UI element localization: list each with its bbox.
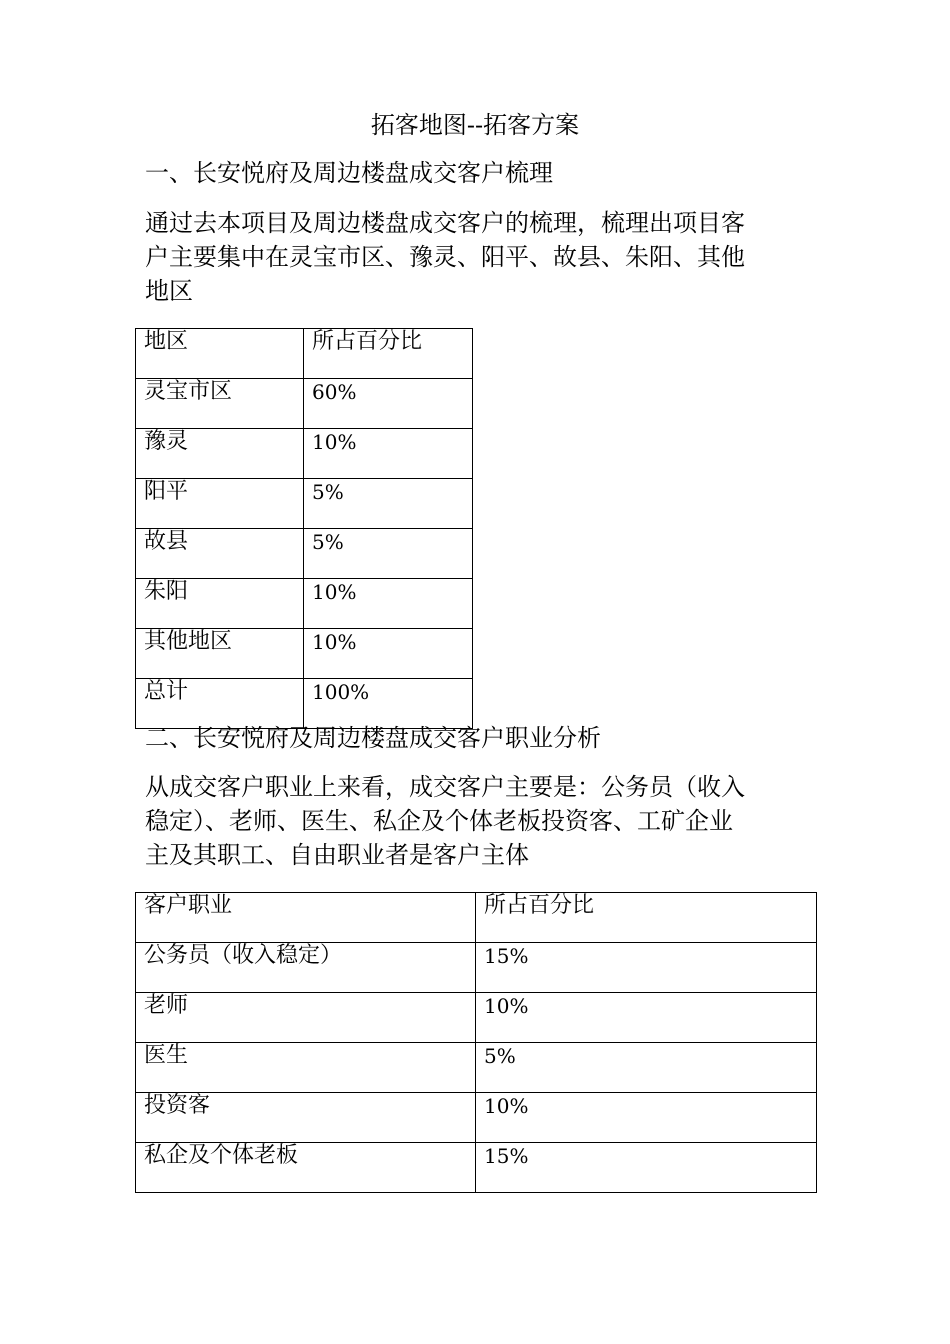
paragraph-line: 从成交客户职业上来看，成交客户主要是：公务员（收入 <box>145 773 745 801</box>
table-row <box>136 579 473 629</box>
table-cell-occupation: 医生 <box>136 1043 476 1093</box>
table-cell-occupation: 老师 <box>136 993 476 1043</box>
section-2-heading: 二、长安悦府及周边楼盘成交客户职业分析 <box>145 724 601 752</box>
table-row <box>136 379 473 429</box>
table-cell-region: 朱阳 <box>136 579 304 629</box>
table-cell-region: 总计 <box>136 679 304 729</box>
table-cell-percent: 15% <box>476 943 817 993</box>
table-cell-percent: 5% <box>304 529 473 579</box>
paragraph-line: 稳定）、老师、医生、私企及个体老板投资客、工矿企业 <box>145 807 733 835</box>
table-row <box>136 429 473 479</box>
table-cell-region: 阳平 <box>136 479 304 529</box>
table-cell-region: 灵宝市区 <box>136 379 304 429</box>
table-cell-percent: 10% <box>304 629 473 679</box>
document-title: 拓客地图--拓客方案 <box>370 111 580 139</box>
table-header-cell: 客户职业 <box>136 893 476 943</box>
table-cell-region: 豫灵 <box>136 429 304 479</box>
table-cell-percent: 60% <box>304 379 473 429</box>
table-row <box>136 529 473 579</box>
paragraph-line: 地区 <box>145 277 193 305</box>
table-row <box>136 943 817 993</box>
table-cell-percent: 10% <box>476 993 817 1043</box>
region-percentage-table <box>135 328 473 729</box>
table-cell-percent: 5% <box>476 1043 817 1093</box>
table-row <box>136 1043 817 1093</box>
table-header-row <box>136 329 473 379</box>
table-cell-percent: 100% <box>304 679 473 729</box>
table-cell-occupation: 投资客 <box>136 1093 476 1143</box>
table-cell-percent: 5% <box>304 479 473 529</box>
occupation-percentage-table <box>135 892 817 1193</box>
table-row <box>136 629 473 679</box>
table-cell-percent: 15% <box>476 1143 817 1193</box>
table-row <box>136 479 473 529</box>
table-header-row <box>136 893 817 943</box>
table-cell-occupation: 私企及个体老板 <box>136 1143 476 1193</box>
table-cell-percent: 10% <box>304 579 473 629</box>
table-cell-region: 其他地区 <box>136 629 304 679</box>
table-row <box>136 993 817 1043</box>
table-cell-percent: 10% <box>304 429 473 479</box>
paragraph-line: 主及其职工、自由职业者是客户主体 <box>145 841 529 869</box>
table-cell-occupation: 公务员（收入稳定） <box>136 943 476 993</box>
section-1-heading: 一、长安悦府及周边楼盘成交客户梳理 <box>145 159 553 187</box>
table-cell-region: 故县 <box>136 529 304 579</box>
section-1-paragraph <box>145 206 795 308</box>
table-row <box>136 1093 817 1143</box>
table-header-cell: 所占百分比 <box>476 893 817 943</box>
paragraph-line: 通过去本项目及周边楼盘成交客户的梳理，梳理出项目客 <box>145 209 745 237</box>
table-header-cell: 地区 <box>136 329 304 379</box>
paragraph-line: 户主要集中在灵宝市区、豫灵、阳平、故县、朱阳、其他 <box>145 243 745 271</box>
section-2-paragraph <box>145 770 795 872</box>
table-header-cell: 所占百分比 <box>304 329 473 379</box>
table-row <box>136 1143 817 1193</box>
table-cell-percent: 10% <box>476 1093 817 1143</box>
